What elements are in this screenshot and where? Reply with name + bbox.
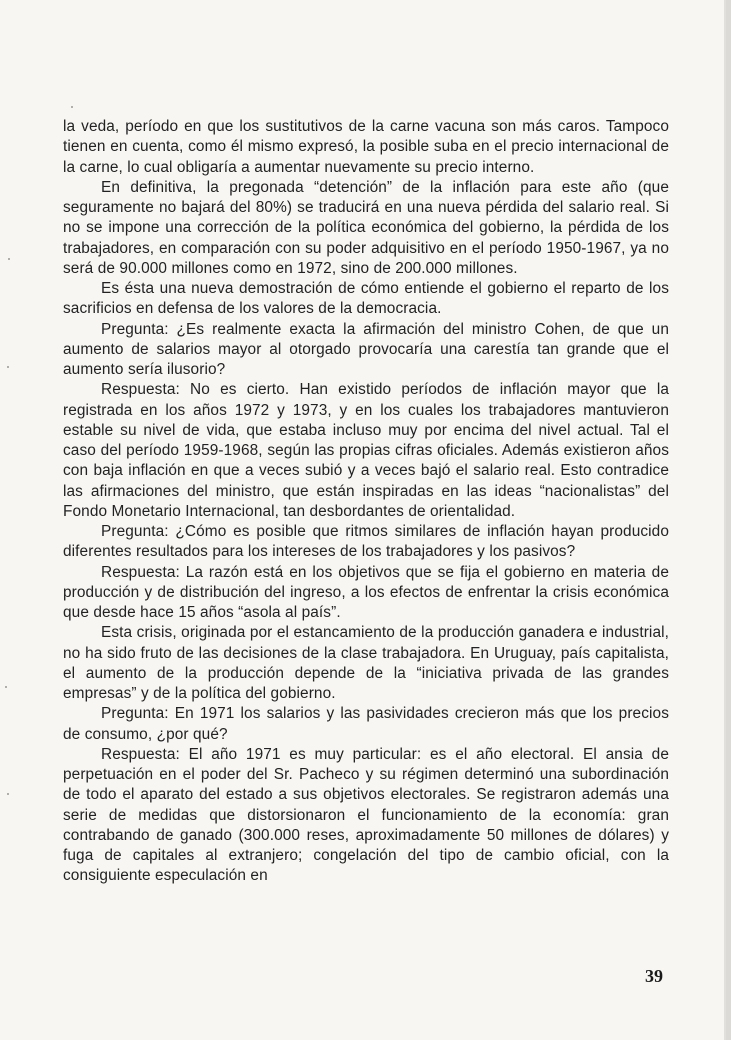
- paragraph: Pregunta: ¿Es realmente exacta la afirmación del ministro Cohen, de que un aumento de salarios mayor al otorgado provocaría una carestía tan grande que el aumento sería ilusorio?: [63, 320, 669, 378]
- paragraph: Pregunta: En 1971 los salarios y las pasividades crecieron más que los precios de consumo, ¿por qué?: [63, 705, 669, 743]
- scan-speck: [71, 106, 73, 108]
- paragraph: Pregunta: ¿Cómo es posible que ritmos similares de inflación hayan producido diferentes resultados para los intereses de los trabajadores y los pasivos?: [63, 523, 669, 561]
- scan-speck: [8, 258, 10, 260]
- page-number: 39: [645, 966, 663, 986]
- scan-speck: [5, 686, 7, 688]
- scan-speck: [7, 366, 9, 368]
- paragraph: Respuesta: La razón está en los objetivos que se fija el gobierno en materia de producción y de distribución del ingreso, a los efectos de enfrentar la crisis económica que desde hace 15 años “asola al país”.: [63, 563, 669, 621]
- paragraph: Es ésta una nueva demostración de cómo entiende el gobierno el reparto de los sacrificios en defensa de los valores de la democracia.: [63, 280, 669, 318]
- paragraph: Respuesta: El año 1971 es muy particular: es el año electoral. El ansia de perpetuación en el poder del Sr. Pacheco y su régimen determinó una subordinación de todo el aparato del estado a sus objetivos electorales. Se registraron además una serie de medidas que distorsionaron el funcionamiento de la economía: gran contrabando de ganado (300.000 reses, aproximadamente 50 millones de dólares) y fuga de capitales al extranjero; congelación del tipo de cambio oficial, con la consiguiente especulación en: [63, 745, 669, 885]
- paragraph: En definitiva, la pregonada “detención” de la inflación para este año (que seguramente no bajará del 80%) se traducirá en una nueva pérdida del salario real. Si no se impone una corrección de la política económica del gobierno, la pérdida de los trabajadores, en comparación con su poder adquisitivo en el período 1950-1967, ya no será de 90.000 millones como en 1972, sino de 200.000 millones.: [63, 178, 669, 277]
- page-edge: [726, 0, 731, 1040]
- paragraph: la veda, período en que los sustitutivos de la carne vacuna son más caros. Tampoco tienen en cuenta, como él mismo expresó, la posible suba en el precio internacional de la carne, lo cual obligaría a aumentar nuevamente su precio interno.: [63, 118, 669, 176]
- scan-speck: [7, 793, 9, 795]
- paragraph: Respuesta: No es cierto. Han existido períodos de inflación mayor que la registrada en los años 1972 y 1973, y en los cuales los trabajadores mantuvieron estable su nivel de vida, que estaba incluso muy por encima del nivel actual. Tal el caso del período 1959-1968, según las propias cifras oficiales. Además existieron años con baja inflación en que a veces subió y a veces bajó el salario real. Esto contradice las afirmaciones del ministro, que están inspiradas en las ideas “nacionalistas” del Fondo Monetario Internacional, tan desbordantes de orientalidad.: [63, 381, 669, 520]
- paragraph: Esta crisis, originada por el estancamiento de la producción ganadera e industrial, no ha sido fruto de las decisiones de la clase trabajadora. En Uruguay, país capitalista, el aumento de la producción depende de la “iniciativa privada de las grandes empresas” y de la política del gobierno.: [63, 624, 669, 702]
- body-text: [63, 117, 669, 887]
